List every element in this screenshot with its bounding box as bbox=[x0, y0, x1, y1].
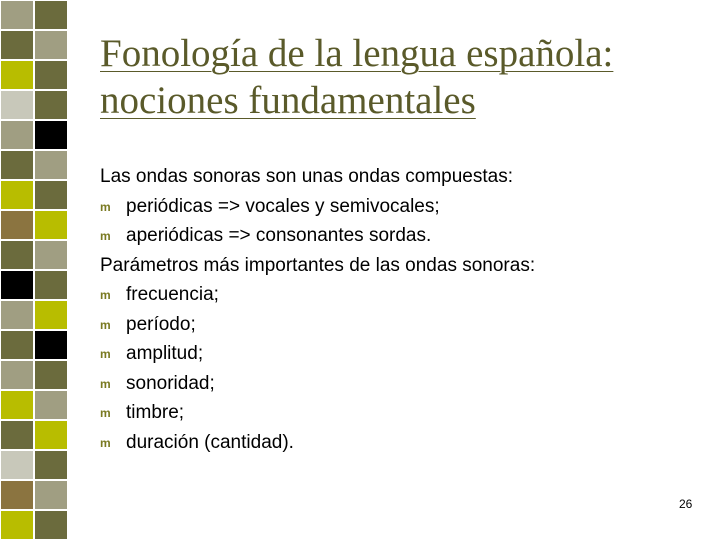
bullet-icon: m bbox=[100, 347, 111, 361]
strip-cell bbox=[34, 240, 68, 270]
list-item bbox=[100, 428, 700, 458]
list-item-text: periódicas => vocales y semivocales; bbox=[126, 195, 440, 217]
slide-body bbox=[100, 162, 700, 457]
list-item-text: amplitud; bbox=[126, 343, 204, 364]
list-item-text: timbre; bbox=[126, 402, 185, 423]
strip-cell bbox=[34, 510, 68, 540]
strip-row bbox=[0, 420, 68, 450]
strip-cell bbox=[34, 120, 68, 150]
strip-cell bbox=[34, 60, 68, 90]
strip-cell bbox=[34, 150, 68, 180]
strip-cell bbox=[34, 450, 68, 480]
strip-row bbox=[0, 390, 68, 420]
bullet-icon: m bbox=[100, 317, 111, 332]
strip-cell bbox=[34, 210, 68, 240]
bullet-icon: m bbox=[100, 199, 111, 214]
strip-row bbox=[0, 450, 68, 480]
list-item bbox=[100, 310, 700, 340]
strip-cell bbox=[0, 240, 34, 270]
strip-cell bbox=[0, 90, 34, 120]
strip-cell bbox=[34, 180, 68, 210]
strip-row bbox=[0, 300, 68, 330]
list-item bbox=[100, 221, 700, 251]
strip-cell bbox=[0, 360, 34, 390]
strip-cell bbox=[34, 390, 68, 420]
strip-cell bbox=[0, 480, 34, 510]
list-item bbox=[100, 339, 700, 369]
strip-row bbox=[0, 270, 68, 300]
bullet-icon: m bbox=[100, 435, 111, 450]
page-number: 26 bbox=[679, 497, 693, 511]
list-item-text: aperiódicas => consonantes sordas. bbox=[126, 225, 432, 246]
strip-cell bbox=[0, 120, 34, 150]
strip-cell bbox=[0, 210, 34, 240]
strip-cell bbox=[34, 300, 68, 330]
bullet-icon: m bbox=[100, 376, 111, 391]
strip-row bbox=[0, 210, 68, 240]
strip-row bbox=[0, 0, 68, 30]
list-item bbox=[100, 369, 700, 399]
strip-cell bbox=[0, 0, 34, 30]
strip-cell bbox=[34, 330, 68, 360]
strip-cell bbox=[0, 450, 34, 480]
strip-cell bbox=[0, 150, 34, 180]
strip-cell bbox=[0, 180, 34, 210]
strip-cell bbox=[34, 480, 68, 510]
title-line-1: Fonología de la lengua española: bbox=[100, 32, 614, 75]
strip-cell bbox=[0, 330, 34, 360]
intro-text-1: Las ondas sonoras son unas ondas compuestas: bbox=[100, 166, 513, 187]
list-item bbox=[100, 280, 700, 310]
strip-row bbox=[0, 510, 68, 540]
strip-cell bbox=[0, 510, 34, 540]
strip-cell bbox=[34, 270, 68, 300]
strip-cell bbox=[0, 390, 34, 420]
list-item-text: duración (cantidad). bbox=[126, 431, 294, 453]
strip-row bbox=[0, 60, 68, 90]
strip-cell bbox=[34, 90, 68, 120]
strip-row bbox=[0, 30, 68, 60]
strip-cell bbox=[0, 300, 34, 330]
slide-title bbox=[100, 30, 700, 124]
strip-row bbox=[0, 120, 68, 150]
strip-cell bbox=[34, 420, 68, 450]
strip-row bbox=[0, 90, 68, 120]
strip-cell bbox=[34, 30, 68, 60]
intro-text-2: Parámetros más importantes de las ondas sonoras: bbox=[100, 254, 536, 276]
strip-cell bbox=[0, 420, 34, 450]
strip-cell bbox=[34, 360, 68, 390]
title-line-2: nociones fundamentales bbox=[100, 79, 476, 122]
list-item-text: sonoridad; bbox=[126, 372, 215, 394]
strip-cell bbox=[0, 60, 34, 90]
list-item-text: frecuencia; bbox=[126, 284, 219, 305]
list-item bbox=[100, 192, 700, 222]
list-item-text: período; bbox=[126, 313, 196, 335]
strip-row bbox=[0, 360, 68, 390]
strip-row bbox=[0, 180, 68, 210]
strip-cell bbox=[0, 30, 34, 60]
strip-cell bbox=[0, 270, 34, 300]
bullet-icon: m bbox=[100, 406, 111, 420]
strip-row bbox=[0, 240, 68, 270]
strip-row bbox=[0, 480, 68, 510]
strip-row bbox=[0, 330, 68, 360]
strip-row bbox=[0, 150, 68, 180]
bullet-icon: m bbox=[100, 229, 111, 243]
decorative-side-strip bbox=[0, 0, 68, 540]
list-item bbox=[100, 398, 700, 428]
strip-cell bbox=[34, 0, 68, 30]
bullet-icon: m bbox=[100, 288, 111, 302]
